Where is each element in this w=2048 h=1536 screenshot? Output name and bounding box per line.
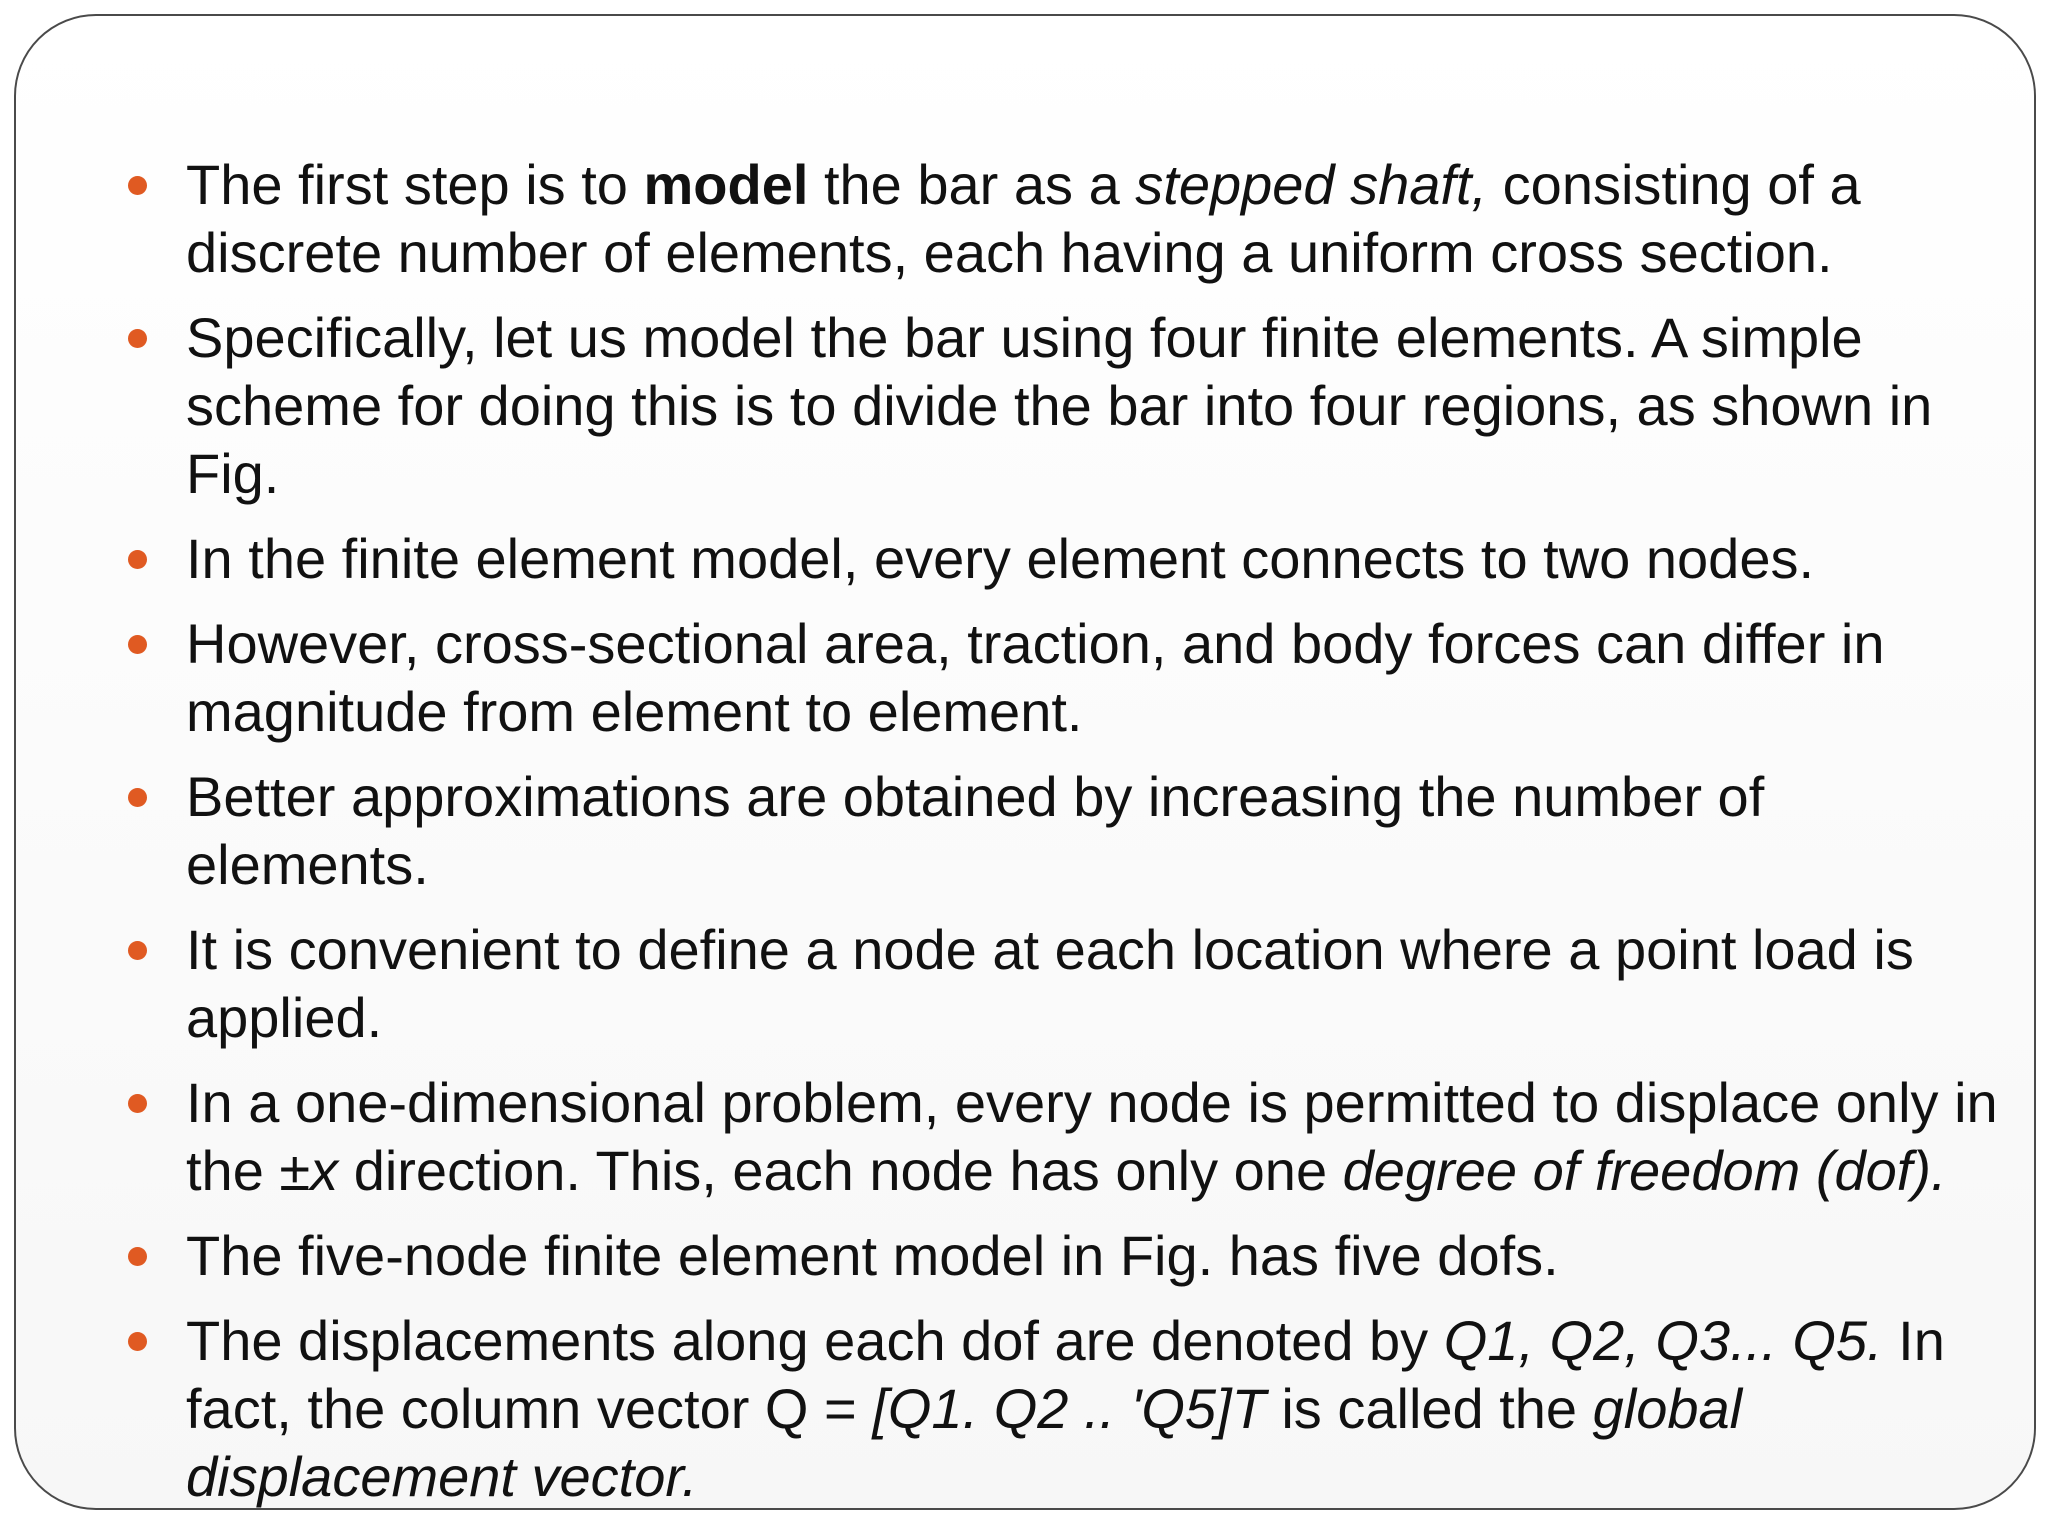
text-segment: x [310, 1139, 339, 1202]
bullet-text [186, 527, 1814, 590]
bullet-item [16, 763, 2036, 899]
text-segment: In a one-dimensional problem, every node is permitted to displace only in the ± [186, 1071, 1998, 1202]
bullet-dot-icon [128, 1094, 147, 1113]
text-segment: In the finite element model, every element connects to two nodes. [186, 527, 1815, 590]
text-segment: Q1, Q2, Q3... Q5. [1443, 1309, 1883, 1372]
bullet-item [16, 151, 2036, 287]
bullet-list [16, 151, 2036, 1510]
text-segment: The first step is to [186, 153, 644, 216]
bullet-item [16, 916, 2036, 1052]
bullet-item [16, 1307, 2036, 1510]
bullet-dot-icon [128, 329, 147, 348]
bullet-text [186, 918, 1914, 1049]
bullet-item [16, 610, 2036, 746]
text-segment: degree of freedom (dof). [1342, 1139, 1947, 1202]
text-segment: The displacements along each dof are denoted by [186, 1309, 1444, 1372]
text-segment: The five-node finite element model in Fig. has five dofs. [186, 1224, 1559, 1287]
bullet-dot-icon [128, 1332, 147, 1351]
bullet-text [186, 765, 1764, 896]
bullet-dot-icon [128, 550, 147, 569]
text-segment: is called the [1265, 1377, 1593, 1440]
bullet-text [186, 153, 1861, 284]
text-segment: stepped shaft, [1135, 153, 1488, 216]
bullet-text [186, 1071, 1998, 1202]
slide-frame [14, 14, 2036, 1510]
bullet-text [186, 1309, 1945, 1508]
bullet-dot-icon [128, 1247, 147, 1266]
bullet-dot-icon [128, 176, 147, 195]
bullet-item [16, 1069, 2036, 1205]
text-segment: It is convenient to define a node at each location where a point load is applied. [186, 918, 1914, 1049]
text-segment: Better approximations are obtained by increasing the number of elements. [186, 765, 1765, 896]
text-segment: consisting of a discrete number of elements, each having a uniform cross section. [186, 153, 1861, 284]
bullet-text [186, 612, 1884, 743]
text-segment: [Q1. Q2 .. 'Q5]T [872, 1377, 1266, 1440]
bullet-dot-icon [128, 635, 147, 654]
text-segment: Specifically, let us model the bar using four finite elements. A simple scheme for doing this is to divide the bar into four regions, as shown in Fig. [186, 306, 1933, 505]
bullet-item [16, 525, 2036, 593]
text-segment: However, cross-sectional area, traction, and body forces can differ in magnitude from element to element. [186, 612, 1885, 743]
bullet-dot-icon [128, 788, 147, 807]
text-segment: model [643, 153, 809, 216]
text-segment: direction. This, each node has only one [338, 1139, 1343, 1202]
bullet-item [16, 1222, 2036, 1290]
bullet-item [16, 304, 2036, 508]
bullet-dot-icon [128, 941, 147, 960]
bullet-text [186, 306, 1932, 505]
bullet-text [186, 1224, 1559, 1287]
text-segment: global displacement vector. [186, 1377, 1743, 1508]
text-segment: In fact, the column vector Q = [186, 1309, 1945, 1440]
text-segment: the bar as a [808, 153, 1136, 216]
